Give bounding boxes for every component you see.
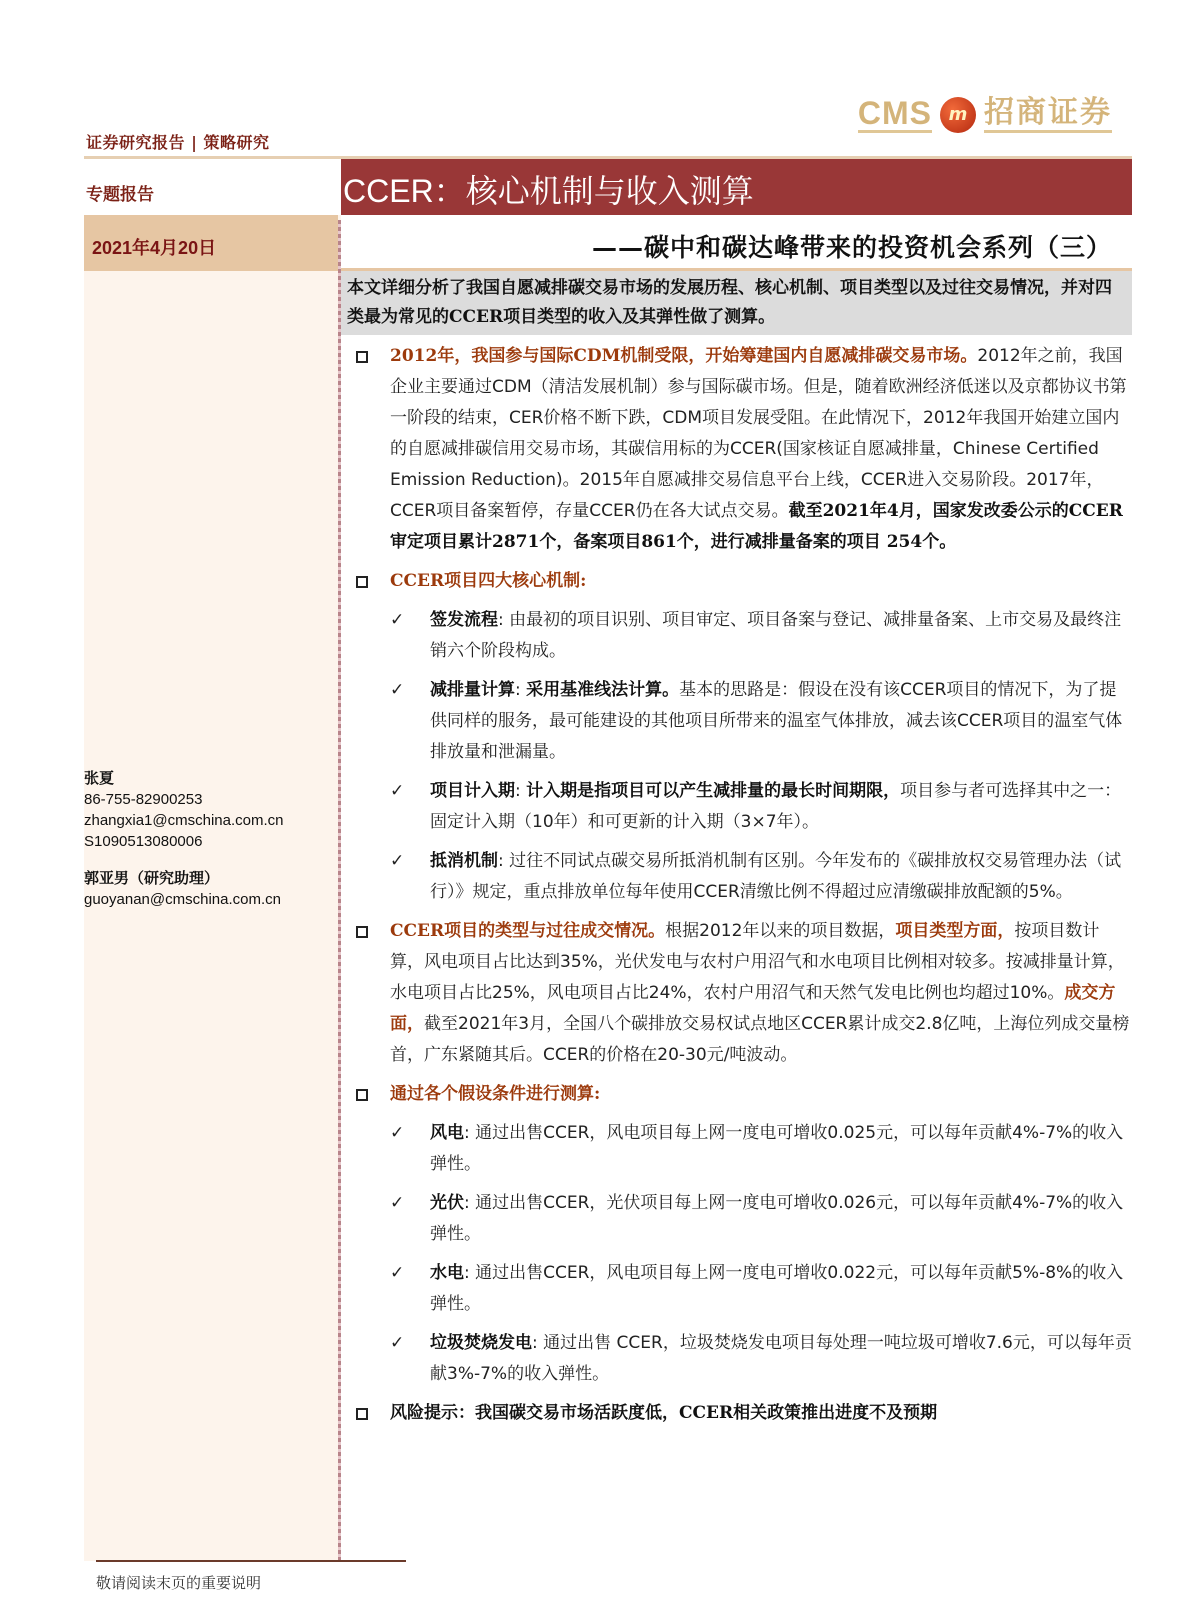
checkmark-icon: ✓	[390, 680, 405, 700]
item-sep: :	[498, 610, 510, 630]
author-phone: 86-755-82900253	[84, 791, 203, 808]
list-item	[356, 776, 1132, 838]
list-item	[356, 1258, 1132, 1320]
item-sep: :	[515, 680, 527, 700]
item-label: 抵消机制	[430, 851, 498, 871]
item-label: 项目计入期	[430, 781, 515, 801]
author-info	[84, 768, 283, 910]
list-item	[356, 605, 1132, 667]
square-bullet-icon	[356, 351, 368, 363]
section-body: 截至2021年3月，全国八个碳排放交易权试点地区CCER累计成交2.8亿吨，上海位列成交量榜首，广东紧随其后。CCER的价格在20-30元/吨波动。	[390, 1014, 1130, 1065]
abstract-text: 本文详细分析了我国自愿减排碳交易市场的发展历程、核心机制、项目类型以及过往交易情况，并对四类最为常见的CCER项目类型的收入及其弹性做了测算。	[347, 278, 1112, 327]
section-estimates	[356, 1079, 1132, 1110]
checkmark-icon: ✓	[390, 1333, 405, 1353]
section-core-mechanisms	[356, 566, 1132, 597]
section-project-types	[356, 916, 1132, 1071]
section-highlight: 成交方面，	[390, 983, 1116, 1034]
item-sep: :	[464, 1193, 476, 1213]
square-bullet-icon	[356, 576, 368, 588]
sidebar-dotted-border	[338, 220, 341, 1561]
item-label: 签发流程	[430, 610, 498, 630]
section-risk	[356, 1398, 1132, 1429]
item-sep: :	[498, 851, 510, 871]
checkmark-icon: ✓	[390, 1193, 405, 1213]
square-bullet-icon	[356, 1089, 368, 1101]
section-lead: CCER项目的类型与过往成交情况。	[390, 921, 666, 941]
author-license: S1090513080006	[84, 833, 203, 850]
logo-chinese: 招商证券	[984, 96, 1112, 133]
section-market-history	[356, 341, 1132, 558]
item-text: 通过出售CCER，风电项目每上网一度电可增收0.022元，可以每年贡献5%-8%的收入弹性。	[430, 1263, 1124, 1314]
section-lead: CCER项目四大核心机制:	[390, 571, 587, 591]
section-body: 按项目数计算，风电项目占比达到35%，光伏发电与农村户用沼气和水电项目比例相对较多。按减排量计算，水电项目占比25%，风电项目占比24%，农村户用沼气和天然气发电比例也均超过10%。	[390, 921, 1125, 1003]
square-bullet-icon	[356, 1408, 368, 1420]
list-item	[356, 1118, 1132, 1180]
section-body: 2012年之前，我国企业主要通过CDM（清洁发展机制）参与国际碳市场。但是，随着欧洲经济低迷以及京都协议书第一阶段的结束，CER价格不断下跌，CDM项目发展受阻。在此情况下，2012年我国开始建立国内的自愿减排碳信用交易市场，其碳信用标的为CCER(国家核证自愿减排量，Chinese Certified Emission Reduction)。2015年自愿减排交易信息平台上线，CCER进入交易阶段。2017年，CCER项目备案暂停，存量CCER仍在各大试点交易。	[390, 346, 1127, 521]
risk-warning: 风险提示：我国碳交易市场活跃度低，CCER相关政策推出进度不及预期	[390, 1403, 938, 1423]
report-type: 专题报告	[86, 185, 154, 205]
item-sep: :	[464, 1123, 476, 1143]
checkmark-icon: ✓	[390, 610, 405, 630]
item-label: 水电	[430, 1263, 464, 1283]
item-label: 光伏	[430, 1193, 464, 1213]
item-text: 由最初的项目识别、项目审定、项目备案与登记、减排量备案、上市交易及最终注销六个阶段构成。	[430, 610, 1122, 661]
section-lead: 通过各个假设条件进行测算:	[390, 1084, 601, 1104]
checkmark-icon: ✓	[390, 851, 405, 871]
checkmark-icon: ✓	[390, 1263, 405, 1283]
checkmark-icon: ✓	[390, 781, 405, 801]
item-sep: :	[464, 1263, 476, 1283]
list-item	[356, 1188, 1132, 1250]
item-text: 通过出售 CCER，垃圾焚烧发电项目每处理一吨垃圾可增收7.6元，可以每年贡献3%-7%的收入弹性。	[430, 1333, 1132, 1384]
title-colon: ：	[433, 172, 466, 210]
item-text: 项目参与者可选择其中之一：固定计入期（10年）和可更新的计入期（3×7年）。	[430, 781, 1122, 832]
item-text: 基本的思路是：假设在没有该CCER项目的情况下，为了提供同样的服务，最可能建设的其他项目所带来的温室气体排放，减去该CCER项目的温室气体排放量和泄漏量。	[430, 680, 1123, 762]
title-prefix: CCER	[343, 173, 434, 209]
page-title	[343, 166, 754, 212]
item-label: 风电	[430, 1123, 464, 1143]
footer-divider	[96, 1560, 406, 1562]
author-name: 张夏	[84, 769, 115, 787]
item-sep: :	[532, 1333, 544, 1353]
section-highlight: 项目类型方面，	[895, 921, 1015, 941]
cms-logo	[858, 96, 1112, 133]
assistant-email[interactable]: guoyanan@cmschina.com.cn	[84, 891, 281, 908]
section-body: 根据2012年以来的项目数据，	[665, 921, 896, 941]
item-text: 过往不同试点碳交易所抵消机制有区别。今年发布的《碳排放权交易管理办法（试行）》规定，重点排放单位每年使用CCER清缴比例不得超过应清缴碳排放配额的5%。	[430, 851, 1122, 902]
author-email[interactable]: zhangxia1@cmschina.com.cn	[84, 812, 284, 829]
item-bold: 计入期是指项目可以产生减排量的最长时间期限，	[526, 781, 901, 801]
report-date: 2021年4月20日	[92, 238, 217, 258]
main-content	[356, 341, 1132, 1437]
item-label: 垃圾焚烧发电	[430, 1333, 532, 1353]
logo-latin: CMS	[857, 95, 932, 131]
item-text: 通过出售CCER，光伏项目每上网一度电可增收0.026元，可以每年贡献4%-7%的收入弹性。	[430, 1193, 1124, 1244]
list-item	[356, 846, 1132, 908]
section-lead: 2012年，我国参与国际CDM机制受限，开始筹建国内自愿减排碳交易市场。	[390, 346, 978, 366]
item-sep: :	[515, 781, 527, 801]
report-category: 证券研究报告 | 策略研究	[86, 133, 270, 152]
page-subtitle: ——碳中和碳达峰带来的投资机会系列（三）	[591, 233, 1112, 262]
logo-badge-icon: m	[940, 97, 976, 133]
title-main: 核心机制与收入测算	[465, 172, 754, 210]
list-item	[356, 675, 1132, 768]
assistant-name: 郭亚男（研究助理）	[84, 869, 220, 887]
section-highlight: 截至2021年4月，国家发改委公示的CCER审定项目累计2871个，备案项目861个，进行减排量备案的项目 254个。	[390, 501, 1123, 552]
list-item	[356, 1328, 1132, 1390]
item-label: 减排量计算	[430, 680, 515, 700]
item-text: 通过出售CCER，风电项目每上网一度电可增收0.025元，可以每年贡献4%-7%的收入弹性。	[430, 1123, 1124, 1174]
footer-note: 敬请阅读末页的重要说明	[96, 1574, 262, 1592]
item-bold: 采用基准线法计算。	[526, 680, 680, 700]
checkmark-icon: ✓	[390, 1123, 405, 1143]
square-bullet-icon	[356, 926, 368, 938]
